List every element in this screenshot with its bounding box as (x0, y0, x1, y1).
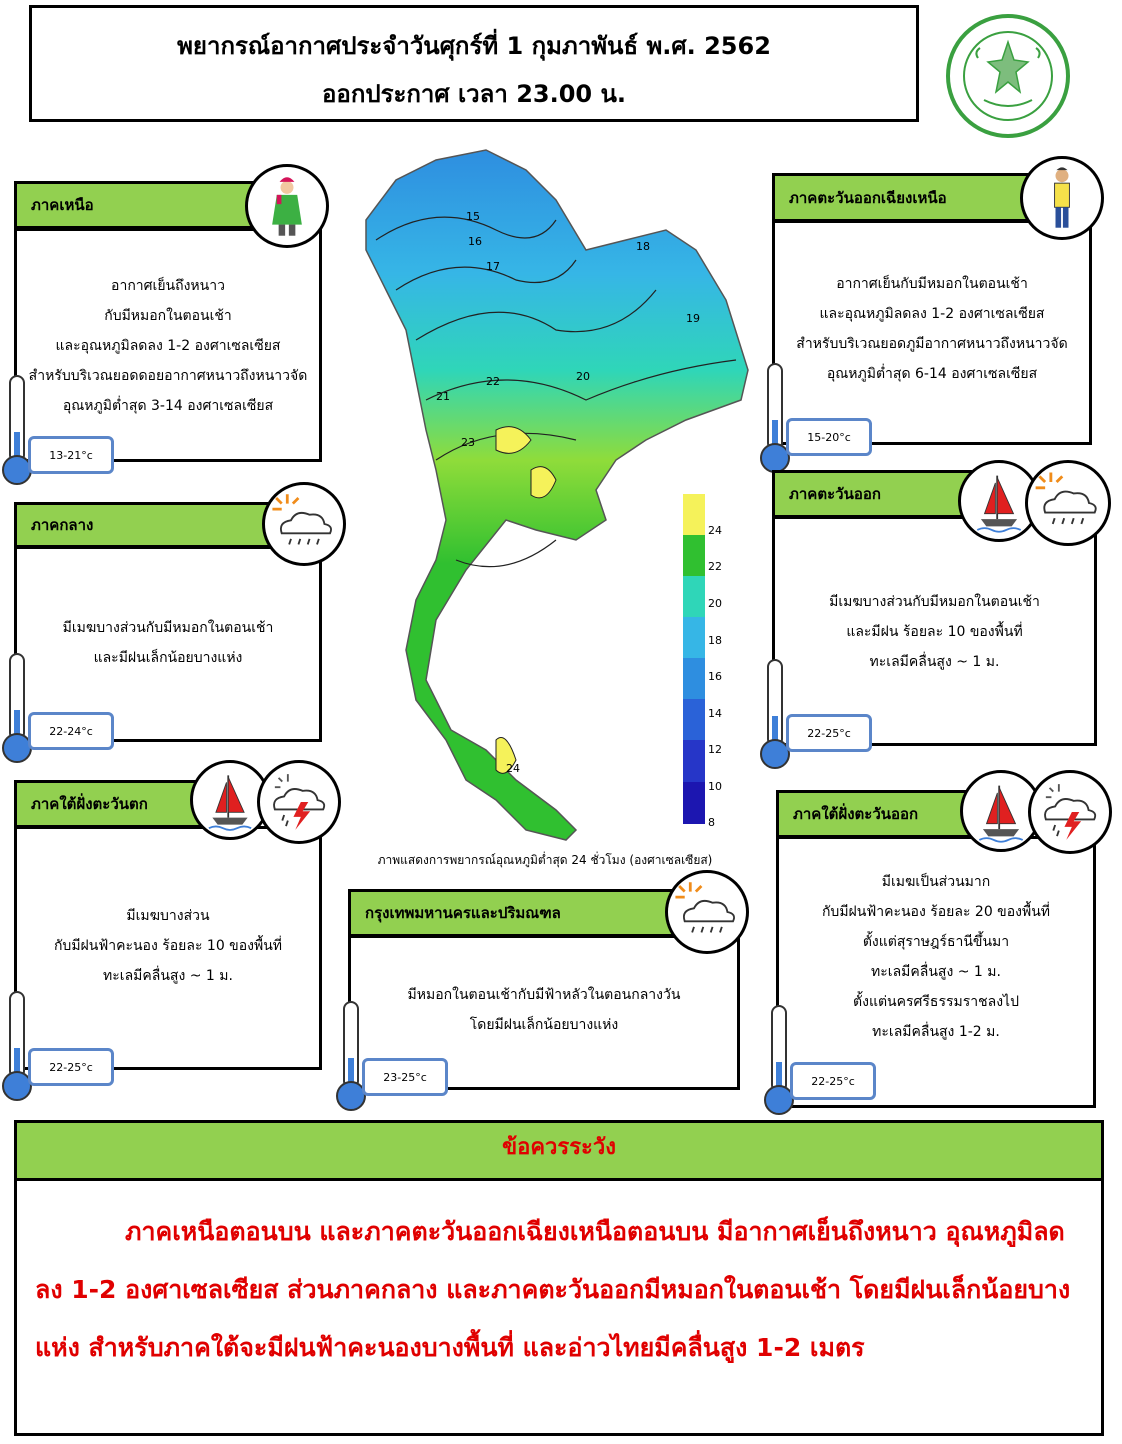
forecast-line: และอุณหภูมิลดลง 1-2 องศาเซลเซียส (819, 306, 1045, 322)
forecast-line: อากาศเย็นถึงหนาว (111, 278, 225, 294)
forecast-title: พยากรณ์อากาศประจำวันศุกร์ที่ 1 กุมภาพันธ์ พ.ศ. 2562 (177, 32, 771, 60)
east-temperature: 22-25°c (786, 714, 872, 752)
forecast-line: มีเมฆเป็นส่วนมาก (881, 874, 991, 890)
bangkok-temperature: 23-25°c (362, 1058, 448, 1096)
forecast-line: กับมีหมอกในตอนเช้า (104, 308, 232, 324)
forecast-line: สำหรับบริเวณยอดดอยอากาศหนาวถึงหนาวจัด (28, 368, 308, 384)
caution-title: ข้อควรระวัง (17, 1123, 1101, 1181)
contour-label: 24 (506, 762, 520, 775)
forecast-line: และมีฝน ร้อยละ 10 ของพื้นที่ (846, 624, 1023, 640)
forecast-line: ทะเลมีคลื่นสูง ~ 1 ม. (103, 968, 233, 984)
forecast-line: กับมีฝนฟ้าคะนอง ร้อยละ 20 ของพื้นที่ (821, 904, 1051, 920)
south-west-title: ภาคใต้ฝั่งตะวันตก (14, 780, 222, 828)
legend-tick: 18 (708, 634, 722, 647)
central-title: ภาคกลาง (14, 502, 284, 548)
central-temperature: 22-24°c (28, 712, 114, 750)
forecast-line: มีเมฆบางส่วน (126, 908, 210, 924)
forecast-line: ทะเลมีคลื่นสูง ~ 1 ม. (871, 964, 1001, 980)
issued-time: ออกประกาศ เวลา 23.00 น. (322, 80, 626, 108)
northeast-title: ภาคตะวันออกเฉียงเหนือ (772, 173, 1052, 222)
forecast-line: มีหมอกในตอนเช้ากับมีฟ้าหลัวในตอนกลางวัน (407, 987, 681, 1003)
north-panel (14, 228, 322, 462)
thermometer-icon (762, 1002, 796, 1120)
forecast-line: และอุณหภูมิลดลง 1-2 องศาเซลเซียส (55, 338, 281, 354)
northeast-temperature: 15-20°c (786, 418, 872, 456)
meteorological-department-seal-icon (944, 12, 1072, 140)
legend-tick: 10 (708, 780, 722, 793)
forecast-line: อุณหภูมิต่ำสุด 3-14 องศาเซลเซียส (62, 398, 274, 414)
contour-label: 19 (686, 312, 700, 325)
contour-label: 22 (486, 375, 500, 388)
north-forecast (17, 271, 319, 421)
legend-tick: 12 (708, 743, 722, 756)
south-west-forecast (17, 901, 319, 991)
sun-cloud-rain-icon (1025, 460, 1111, 546)
person-icon (1020, 156, 1104, 240)
temperature-color-legend (683, 494, 705, 824)
east-panel (772, 516, 1097, 746)
forecast-line: อุณหภูมิต่ำสุด 6-14 องศาเซลเซียส (826, 366, 1038, 382)
north-title: ภาคเหนือ (14, 181, 284, 229)
contour-label: 23 (461, 436, 475, 449)
south-west-temperature: 22-25°c (28, 1048, 114, 1086)
thermometer-icon (0, 650, 34, 768)
legend-tick: 14 (708, 707, 722, 720)
south-east-title: ภาคใต้ฝั่งตะวันออก (776, 790, 976, 838)
legend-tick: 24 (708, 524, 722, 537)
northeast-forecast (775, 269, 1089, 389)
forecast-line: โดยมีฝนเล็กน้อยบางแห่ง (469, 1017, 619, 1033)
south-east-temperature: 22-25°c (790, 1062, 876, 1100)
sun-cloud-rain-icon (665, 870, 749, 954)
east-forecast (775, 587, 1094, 677)
contour-label: 20 (576, 370, 590, 383)
contour-label: 16 (468, 235, 482, 248)
thermometer-icon (334, 998, 368, 1116)
contour-label: 21 (436, 390, 450, 403)
forecast-header (29, 5, 919, 122)
thermometer-icon (0, 988, 34, 1106)
north-temperature: 13-21°c (28, 436, 114, 474)
contour-label: 17 (486, 260, 500, 273)
contour-label: 15 (466, 210, 480, 223)
east-title: ภาคตะวันออก (772, 470, 972, 518)
forecast-line: และมีฝนเล็กน้อยบางแห่ง (93, 650, 243, 666)
central-forecast (17, 613, 319, 673)
map-caption: ภาพแสดงการพยากรณ์อุณหภูมิต่ำสุด 24 ชั่วโมง (องศาเซลเซียส) (377, 853, 713, 867)
person-in-winter-coat-icon (245, 164, 329, 248)
legend-tick: 20 (708, 597, 722, 610)
caution-text: ภาคเหนือตอนบน และภาคตะวันออกเฉียงเหนือตอนบน มีอากาศเย็นถึงหนาว อุณหภูมิลดลง 1-2 องศาเซลเซียส ส่วนภาคกลาง และภาคตะวันออกมีหมอกในตอนเช้า โดยมีฝนเล็กน้อยบางแห่ง สำหรับภาคใต้จะมีฝนฟ้าคะนองบางพื้นที่ และอ่าวไทยมีคลื่นสูง 1-2 เมตร (35, 1217, 1071, 1362)
legend-tick: 16 (708, 670, 722, 683)
south-west-panel (14, 826, 322, 1070)
forecast-line: ตั้งแต่สุราษฎร์ธานีขึ้นมา (862, 934, 1010, 950)
sun-cloud-rain-icon (262, 482, 346, 566)
forecast-line: อากาศเย็นกับมีหมอกในตอนเช้า (836, 276, 1028, 292)
forecast-line: มีเมฆบางส่วนกับมีหมอกในตอนเช้า (62, 620, 274, 636)
contour-label: 18 (636, 240, 650, 253)
forecast-line: กับมีฝนฟ้าคะนอง ร้อยละ 10 ของพื้นที่ (53, 938, 283, 954)
legend-tick: 8 (708, 816, 715, 829)
thunderstorm-icon (257, 760, 341, 844)
caution-box (14, 1120, 1104, 1436)
forecast-line: มีเมฆบางส่วนกับมีหมอกในตอนเช้า (829, 594, 1040, 610)
forecast-line: ทะเลมีคลื่นสูง ~ 1 ม. (869, 654, 1000, 670)
bangkok-forecast (351, 980, 737, 1040)
south-east-forecast (779, 867, 1093, 1047)
bangkok-title: กรุงเทพมหานครและปริมณฑล (348, 889, 680, 937)
northeast-panel (772, 220, 1092, 445)
forecast-line: สำหรับบริเวณยอดภูมีอากาศหนาวถึงหนาวจัด (796, 336, 1068, 352)
forecast-line: ทะเลมีคลื่นสูง 1-2 ม. (872, 1024, 1000, 1040)
thunderstorm-icon (1028, 770, 1112, 854)
legend-tick: 22 (708, 560, 722, 573)
forecast-line: ตั้งแต่นครศรีธรรมราชลงไป (853, 994, 1019, 1010)
